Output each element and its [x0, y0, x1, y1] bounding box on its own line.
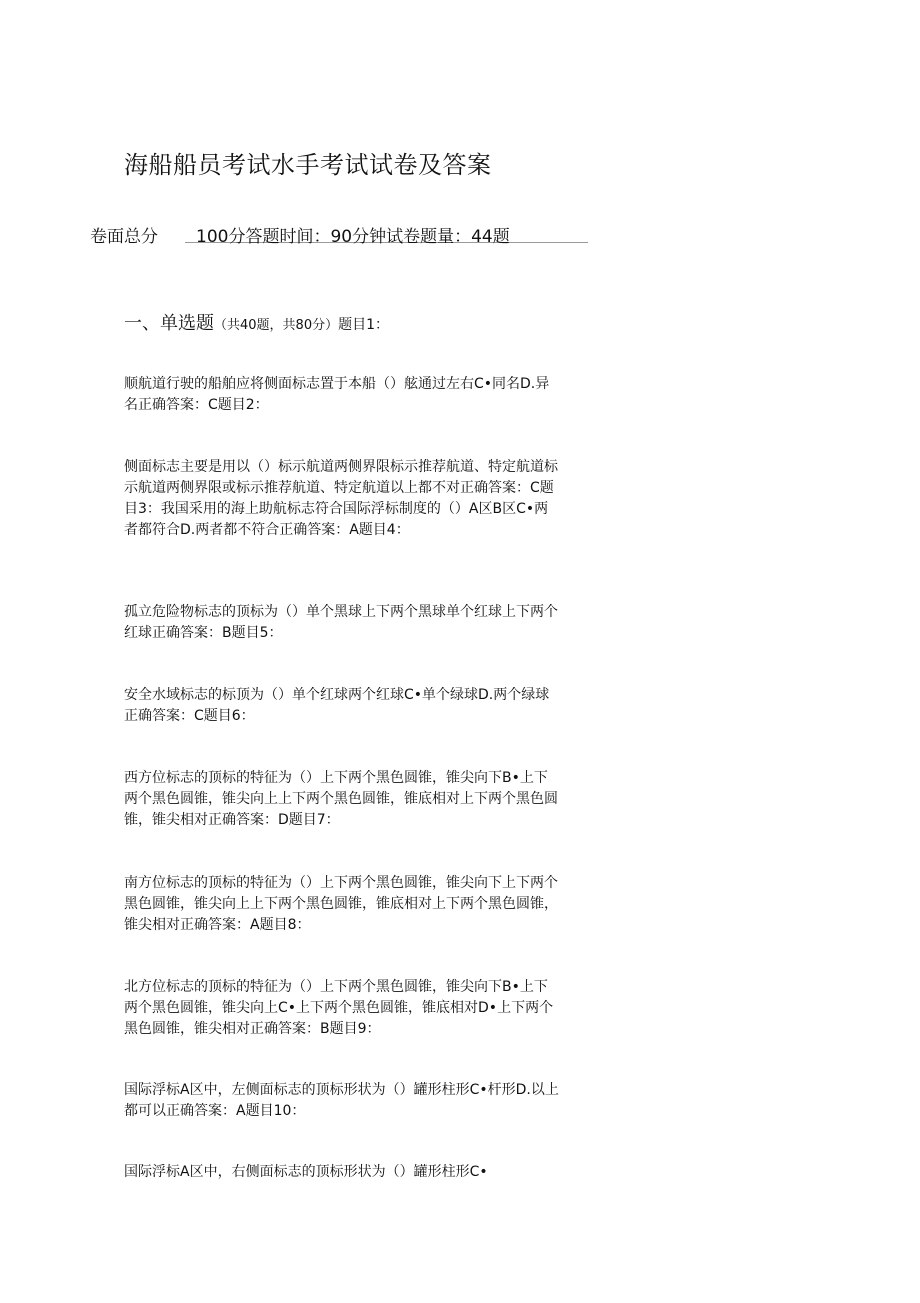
- question-paragraph: 西方位标志的顶标的特征为（）上下两个黑色圆锥，锥尖向下B•上下两个黑色圆锥，锥尖向上上下两个黑色圆锥，锥底相对上下两个黑色圆锥，锥尖相对正确答案：D题目7：: [124, 770, 558, 828]
- exam-meta-field: [185, 222, 588, 247]
- section-heading: [124, 309, 389, 335]
- question-paragraph: 顺航道行驶的船舶应将侧面标志置于本船（）舷通过左右C•同名D.异名正确答案：C题目2：: [124, 376, 550, 413]
- total-score-label: 卷面总分: [90, 227, 158, 247]
- question-paragraph: 南方位标志的顶标的特征为（）上下两个黑色圆锥，锥尖向下上下两个黑色圆锥，锥尖向上上下两个黑色圆锥，锥底相对上下两个黑色圆锥，锥尖相对正确答案：A题目8：: [124, 875, 558, 933]
- section-note: （共40题，共80分）: [214, 318, 339, 333]
- question-paragraph: 孤立危险物标志的顶标为（）单个黑球上下两个黑球单个红球上下两个红球正确答案：B题目5：: [124, 604, 558, 641]
- question-paragraph: 国际浮标A区中，右侧面标志的顶标形状为（）罐形柱形C•: [124, 1164, 488, 1180]
- question-paragraph: 国际浮标A区中，左侧面标志的顶标形状为（）罐形柱形C•杆形D.以上都可以正确答案：A题目10：: [124, 1082, 559, 1119]
- section-title: 一、单选题: [124, 313, 214, 334]
- question-paragraph: 安全水域标志的标顶为（）单个红球两个红球C•单个绿球D.两个绿球正确答案：C题目6：: [124, 687, 550, 724]
- document-title: 海船船员考试水手考试试卷及答案: [124, 151, 492, 179]
- exam-meta-value: 100分答题时间：90分钟试卷题量：44题: [196, 227, 510, 247]
- question-paragraph: 北方位标志的顶标的特征为（）上下两个黑色圆锥，锥尖向下B•上下两个黑色圆锥，锥尖向上C•上下两个黑色圆锥，锥底相对D•上下两个黑色圆锥，锥尖相对正确答案：B题目9：: [124, 979, 554, 1037]
- exam-meta: [90, 222, 590, 247]
- question-paragraph: 侧面标志主要是用以（）标示航道两侧界限标示推荐航道、特定航道标示航道两侧界限或标示推荐航道、特定航道以上都不对正确答案：C题目3：我国采用的海上助航标志符合国际浮标制度的（）A区B区C•两者都符合D.两者都不符合正确答案：A题目4：: [124, 459, 558, 538]
- first-question-label: 题目1：: [338, 317, 390, 333]
